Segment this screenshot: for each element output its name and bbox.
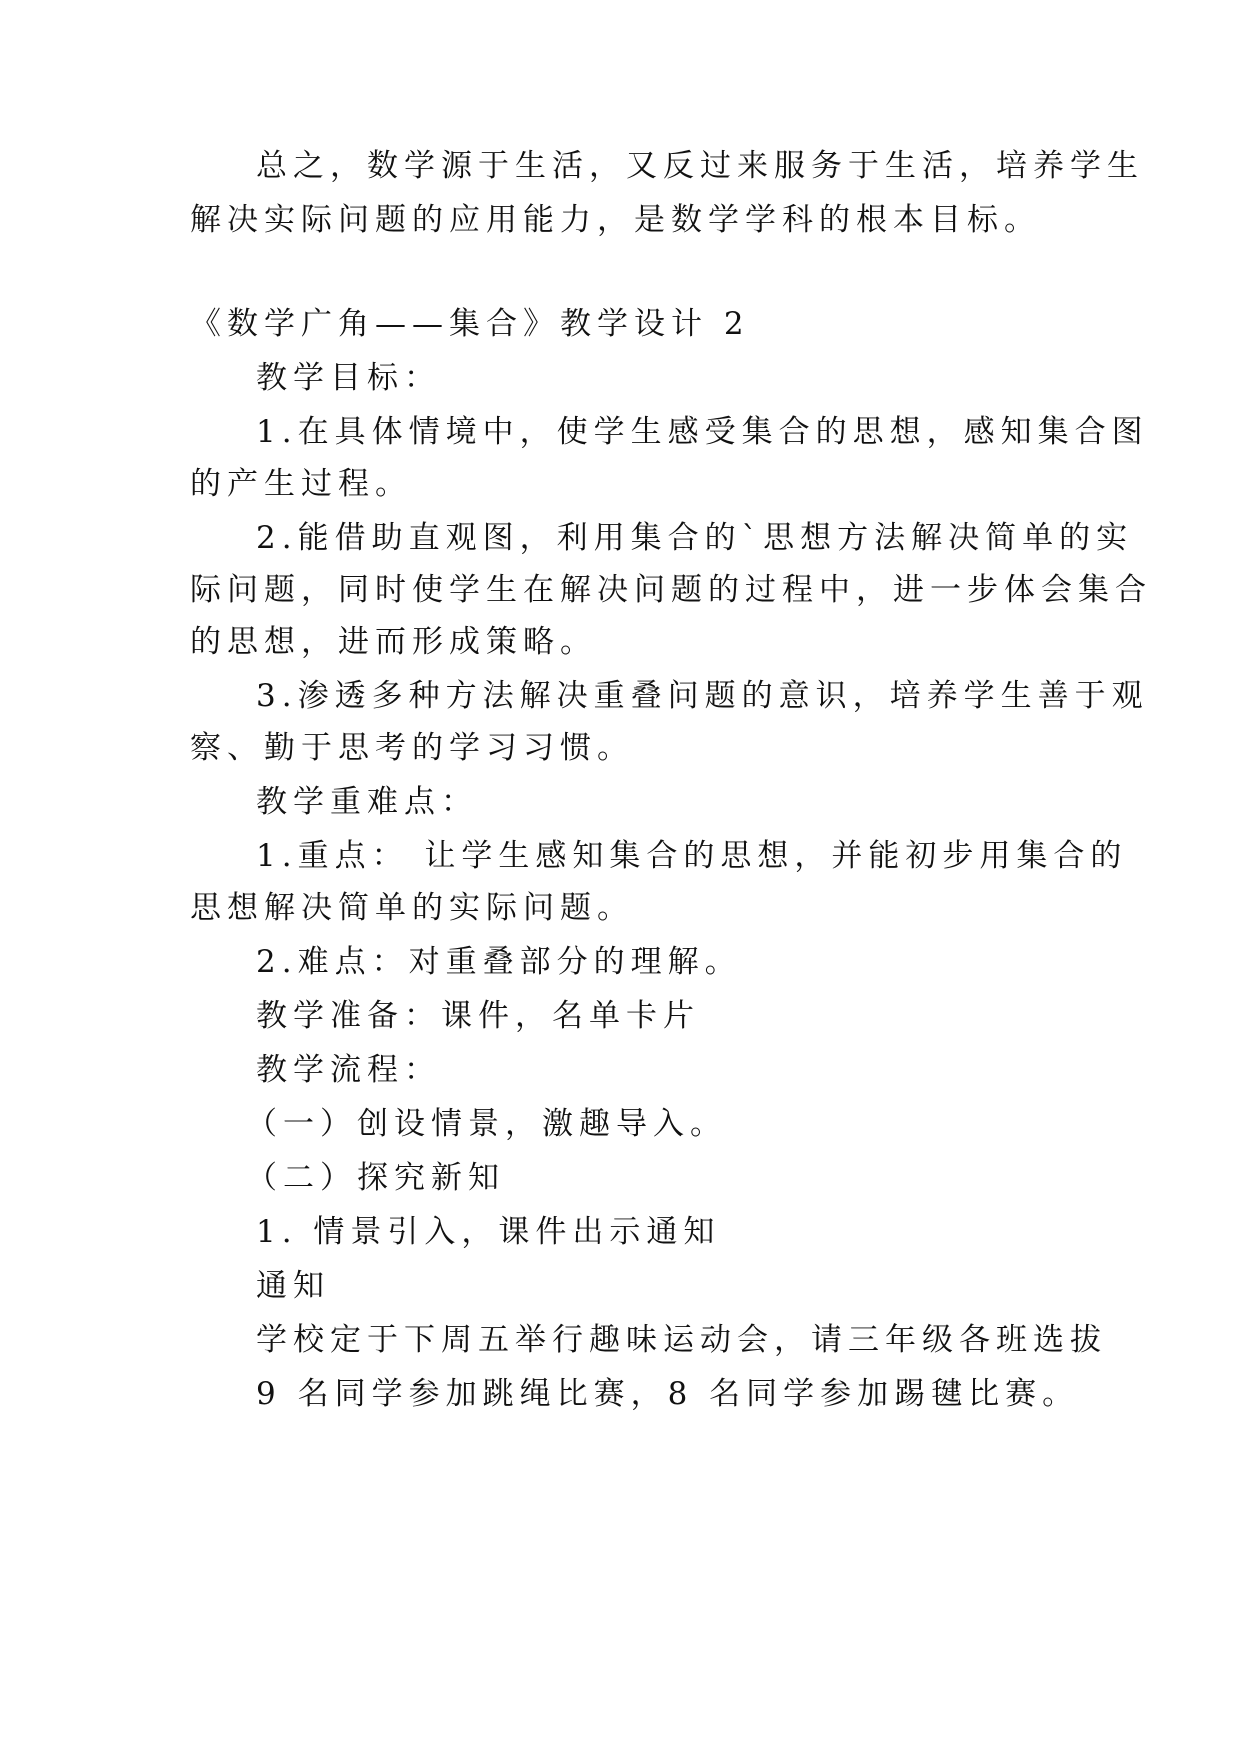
objective-3-line-1: 3.渗透多种方法解决重叠问题的意识，培养学生善于观	[256, 678, 1149, 714]
key-point-2: 2.难点：对重叠部分的理解。	[256, 944, 742, 980]
process-heading: 教学流程：	[256, 1052, 441, 1088]
objective-1-line-2: 的产生过程。	[190, 466, 412, 502]
objective-2-line-3: 的思想，进而形成策略。	[190, 624, 597, 660]
notice-body-line-1: 学校定于下周五举行趣味运动会，请三年级各班选拔	[256, 1322, 1107, 1358]
summary-paragraph-line-1: 总之，数学源于生活，又反过来服务于生活，培养学生	[256, 148, 1144, 184]
objective-2-line-1: 2.能借助直观图，利用集合的`思想方法解决简单的实	[256, 520, 1134, 556]
process-step-2: （二）探究新知	[246, 1160, 505, 1196]
objective-2-line-2: 际问题，同时使学生在解决问题的过程中，进一步体会集合	[190, 572, 1152, 608]
summary-paragraph-line-2: 解决实际问题的应用能力，是数学学科的根本目标。	[190, 202, 1041, 238]
sub-step-1: 1. 情景引入，课件出示通知	[256, 1214, 721, 1250]
objectives-heading: 教学目标：	[256, 360, 441, 396]
notice-title: 通知	[256, 1268, 330, 1304]
notice-body-line-2: 9 名同学参加跳绳比赛，8 名同学参加踢毽比赛。	[256, 1376, 1080, 1412]
objective-1-line-1: 1.在具体情境中，使学生感受集合的思想，感知集合图	[256, 414, 1149, 450]
objective-3-line-2: 察、勤于思考的学习习惯。	[190, 730, 634, 766]
key-points-heading: 教学重难点：	[256, 784, 478, 820]
section-title: 《数学广角——集合》教学设计 2	[190, 306, 750, 342]
key-point-1-line-1: 1.重点： 让学生感知集合的思想，并能初步用集合的	[256, 838, 1128, 874]
process-step-1: （一）创设情景，激趣导入。	[246, 1106, 727, 1142]
teaching-preparation: 教学准备：课件，名单卡片	[256, 998, 700, 1034]
key-point-1-line-2: 思想解决简单的实际问题。	[190, 890, 634, 926]
